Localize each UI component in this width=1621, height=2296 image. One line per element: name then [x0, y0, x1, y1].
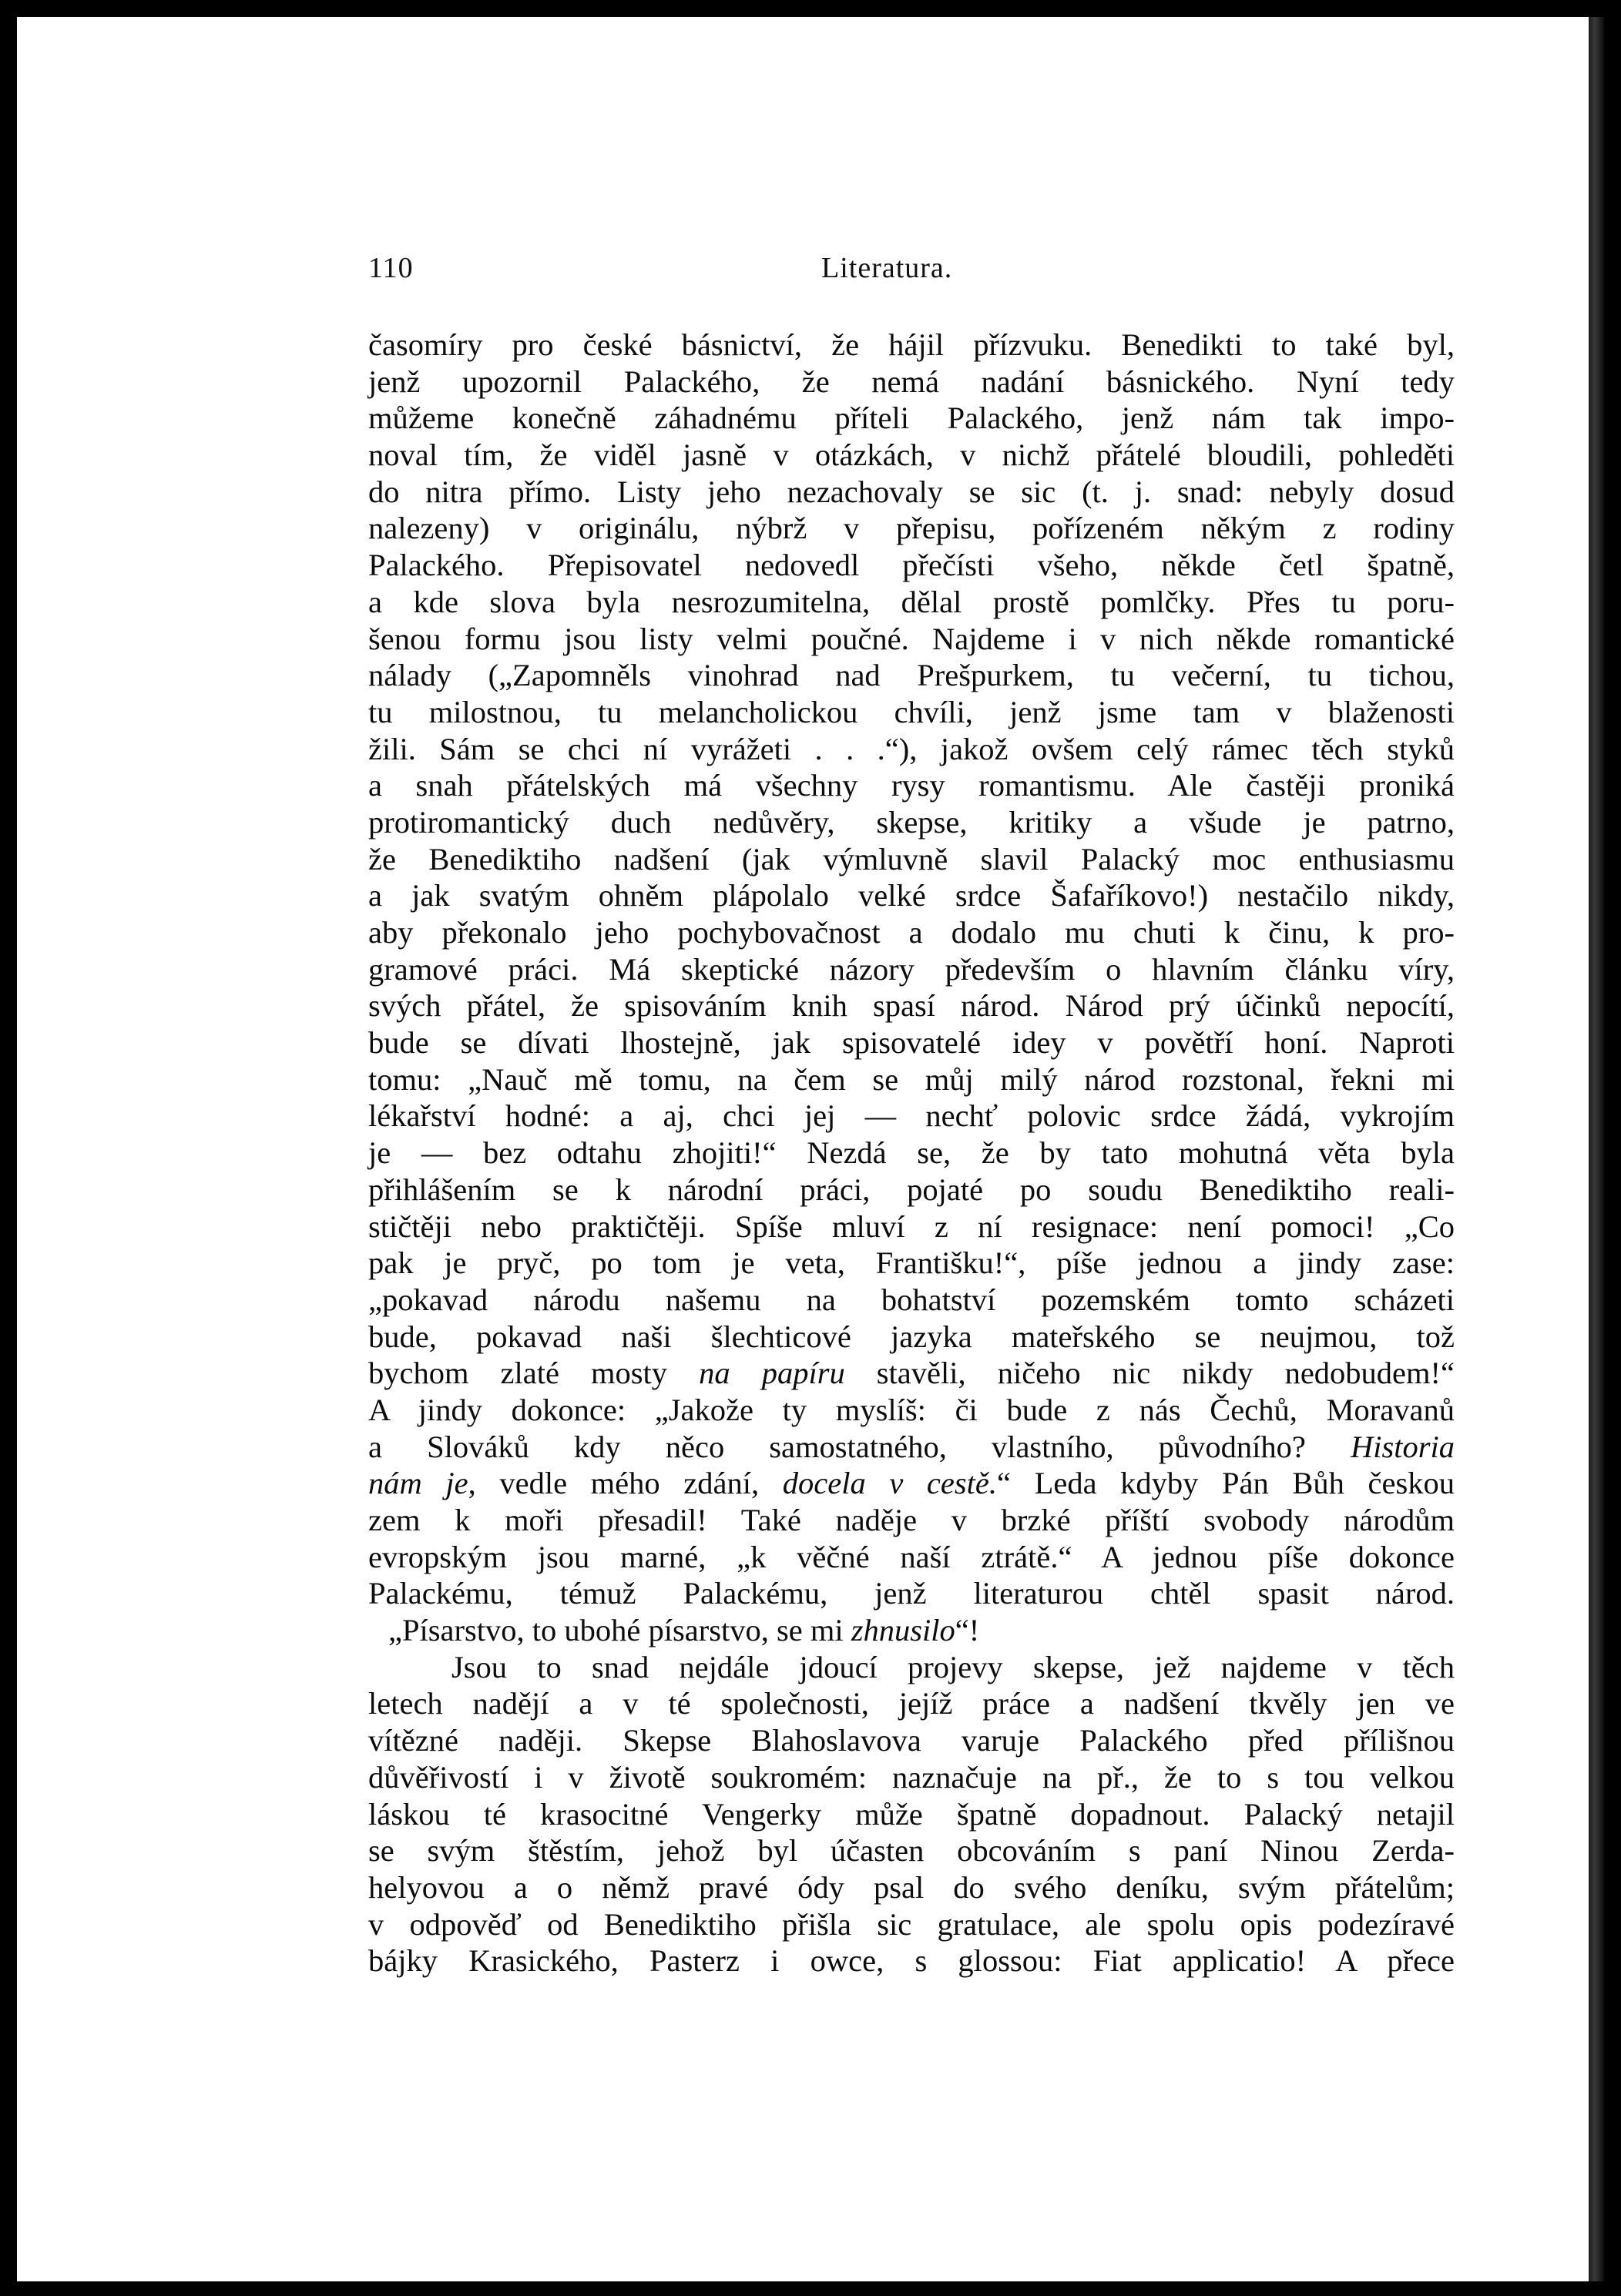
- text-line: důvěřivostí i v životě soukromém: naznačuje na př., že to s tou velkou: [368, 1759, 1455, 1795]
- text-line: svých přátel, že spisováním knih spasí národ. Národ prý účinků nepocítí,: [368, 988, 1455, 1024]
- text-line: nalezeny) v originálu, nýbrž v přepisu, pořízeném někým z rodiny: [368, 511, 1455, 546]
- text-line: láskou té krasocitné Vengerky může špatně dopadnout. Palacký netajil: [368, 1796, 1455, 1832]
- italic-text: na papíru: [699, 1356, 845, 1391]
- text-line: přihlášením se k národní práci, pojaté po soudu Benediktiho reali-: [368, 1171, 1455, 1207]
- text-line: A jindy dokonce: „Jakože ty myslíš: či bude z nás Čechů, Moravanů: [368, 1392, 1455, 1427]
- text-line: šenou formu jsou listy velmi poučné. Najdeme i v nich někde romantické: [368, 621, 1455, 656]
- text-line: vítězné naději. Skepse Blahoslavova varuje Palackého před přílišnou: [368, 1723, 1455, 1758]
- running-title: Literatura.: [821, 252, 953, 284]
- text-line: zem k moři přesadil! Také naděje v brzké příští svobody národům: [368, 1503, 1455, 1537]
- text-line: žili. Sám se chci ní vyrážeti . . .“), jakož ovšem celý rámec těch styků: [368, 731, 1455, 766]
- text-line: časomíry pro české básnictví, že hájil přízvuku. Benedikti to také byl,: [368, 327, 1455, 362]
- text-line: do nitra přímo. Listy jeho nezachovaly se sic (t. j. snad: nebyly dosud: [368, 474, 1455, 509]
- text-line: [368, 1355, 1455, 1392]
- text-line: v odpověď od Benediktiho přišla sic gratulace, ale spolu opis podezíravé: [368, 1906, 1455, 1942]
- text-line: „pokavad národu našemu na bohatství pozemském tomto scházeti: [368, 1282, 1455, 1317]
- italic-text: Historia: [1350, 1429, 1455, 1464]
- text-line: se svým štěstím, jehož byl účasten obcováním s paní Ninou Zerda-: [368, 1833, 1455, 1869]
- text-line: gramové práci. Má skeptické názory především o hlavním článku víry,: [368, 951, 1455, 987]
- text-line: Palackého. Přepisovatel nedovedl přečísti všeho, někde četl špatně,: [368, 548, 1455, 583]
- text-line: a snah přátelských má všechny rysy romantismu. Ale častěji proniká: [368, 768, 1455, 803]
- text-run: a Slováků kdy něco samostatného, vlastního, původního?: [368, 1429, 1351, 1464]
- italic-text: docela v cestě.: [782, 1466, 997, 1501]
- text-line: [368, 1612, 1455, 1649]
- text-line: bájky Krasického, Pasterz i owce, s glossou: Fiat applicatio! A přece: [368, 1943, 1455, 1979]
- running-header: [368, 251, 1452, 290]
- text-line: bude se dívati lhostejně, jak spisovatelé idey v povětří honí. Naproti: [368, 1025, 1455, 1061]
- text-line: lékařství hodné: a aj, chci jej — nechť polovic srdce žádá, vykrojím: [368, 1098, 1455, 1134]
- text-line: helyovou a o němž pravé ódy psal do svého deníku, svým přátelům;: [368, 1869, 1455, 1905]
- text-line: tu milostnou, tu melancholickou chvíli, jenž jsme tam v blaženosti: [368, 694, 1455, 729]
- text-line: letech nadějí a v té společnosti, jejíž práce a nadšení tkvěly jen ve: [368, 1686, 1455, 1721]
- text-line: a kde slova byla nesrozumitelna, dělal prostě pomlčky. Přes tu poru-: [368, 584, 1455, 619]
- paragraph-first-line: Jsou to snad nejdále jdoucí projevy skepse, jež najdeme v těch: [451, 1649, 1455, 1684]
- text-line: jenž upozornil Palackého, že nemá nadání básnického. Nyní tedy: [368, 364, 1455, 399]
- text-line: aby překonalo jeho pochybovačnost a dodalo mu chuti k činu, k pro-: [368, 915, 1455, 950]
- text-run: stavěli, ničeho nic nikdy nedobudem!“: [844, 1356, 1455, 1391]
- text-line: tomu: „Nauč mě tomu, na čem se můj milý národ rozstonal, řekni mi: [368, 1061, 1455, 1097]
- text-line: Palackému, témuž Palackému, jenž literaturou chtěl spasit národ.: [368, 1576, 1455, 1611]
- italic-text: zhnusilo: [851, 1613, 955, 1648]
- text-line: protiromantický duch nedůvěry, skepse, kritiky a všude je patrno,: [368, 804, 1455, 840]
- text-line: [368, 1465, 1455, 1502]
- page-gutter-shadow: [1589, 17, 1604, 2281]
- text-run: „Písarstvo, to ubohé písarstvo, se mi: [388, 1613, 851, 1648]
- text-run: “ Leda kdyby Pán Bůh českou: [997, 1466, 1455, 1501]
- text-run: , vedle mého zdání,: [468, 1466, 783, 1501]
- text-line: noval tím, že viděl jasně v otázkách, v nichž přátelé bloudili, pohleděti: [368, 437, 1455, 473]
- italic-text: nám je: [368, 1466, 468, 1501]
- text-line: a jak svatým ohněm plápolalo velké srdce Šafaříkovo!) nestačilo nikdy,: [368, 878, 1455, 913]
- text-line: je — bez odtahu zhojiti!“ Nezdá se, že by tato mohutná věta byla: [368, 1135, 1455, 1171]
- text-line: že Benediktiho nadšení (jak výmluvně slavil Palacký moc enthusiasmu: [368, 841, 1455, 877]
- text-run: bychom zlaté mosty: [368, 1356, 700, 1391]
- text-line: můžeme konečně záhadnému příteli Palackého, jenž nám tak impo-: [368, 401, 1455, 436]
- text-line: [368, 1429, 1455, 1466]
- page-number: 110: [368, 252, 414, 284]
- text-line: evropským jsou marné, „k věčné naší ztrátě.“ A jednou píše dokonce: [368, 1539, 1455, 1574]
- text-line: nálady („Zapomněls vinohrad nad Prešpurkem, tu večerní, tu tichou,: [368, 658, 1455, 693]
- text-run: “!: [955, 1613, 980, 1648]
- text-line: bude, pokavad naši šlechticové jazyka mateřského se neujmou, tož: [368, 1319, 1455, 1354]
- body-text: [368, 327, 1455, 1979]
- text-line: pak je pryč, po tom je veta, Františku!“, píše jednou a jindy zase:: [368, 1245, 1455, 1281]
- text-line: stičtěji nebo praktičtěji. Spíše mluví z ní resignace: není pomoci! „Co: [368, 1208, 1455, 1244]
